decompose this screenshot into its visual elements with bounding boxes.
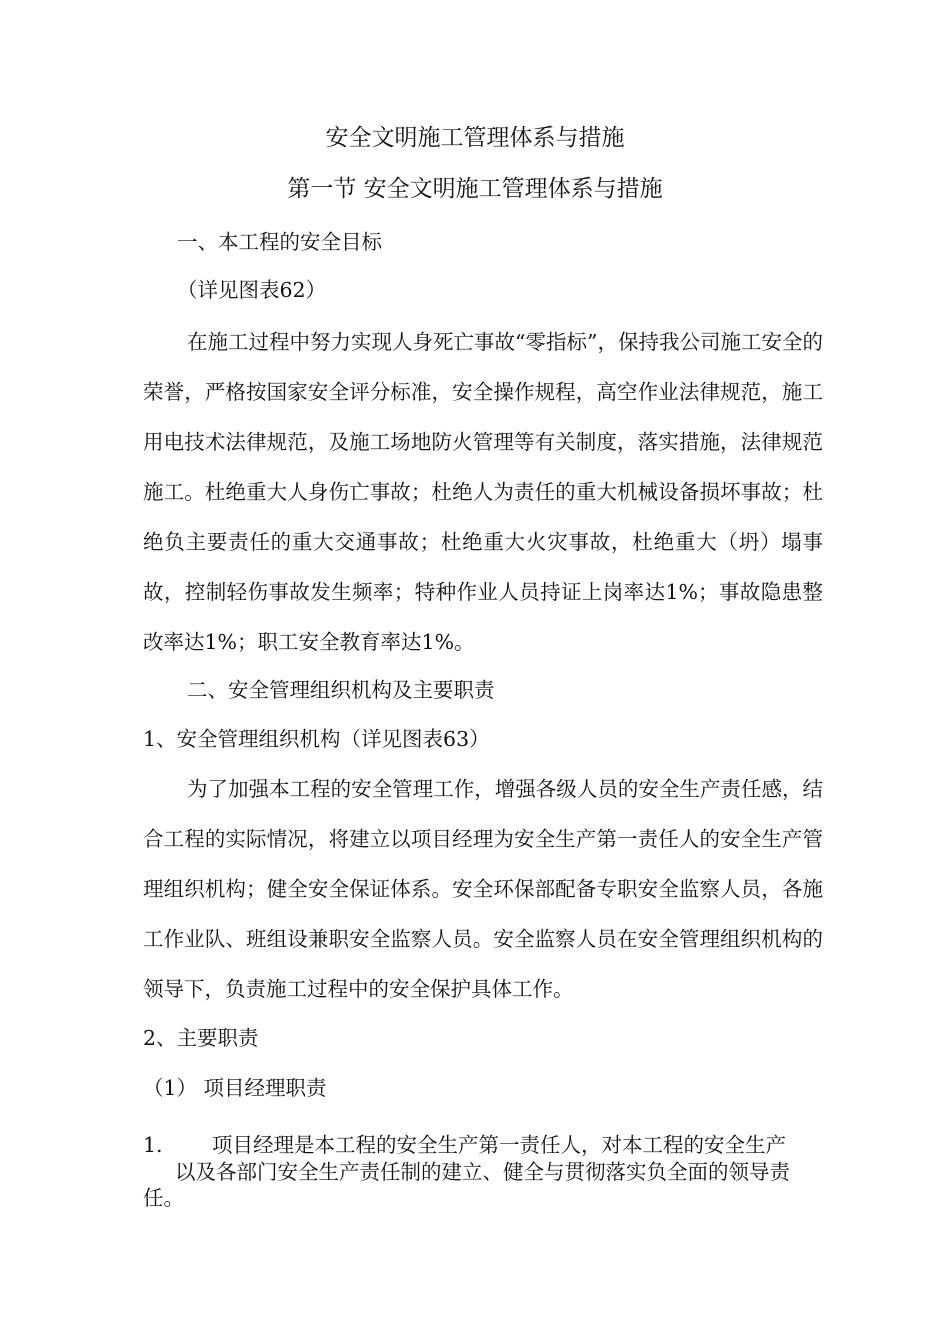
list-item-line: 项目经理是本工程的安全生产第一责任人，对本工程的安全生产 (212, 1133, 786, 1157)
paragraph-organization: 为了加强本工程的安全管理工作，增强各级人员的安全生产责任感，结合工程的实际情况，将建立以项目经理为安全生产第一责任人的安全生产管理组织机构；健全安全保证体系。安全环保部配备专职安全监察人员，各施工作业队、班组设兼职安全监察人员。安全监察人员在安全管理组织机构的领导下，负责施工过程中的安全保护具体工作。 (143, 777, 823, 1001)
heading-safety-goals: 一、本工程的安全目标 (177, 230, 382, 254)
subheading-project-manager-duties: （1） 项目经理职责 (143, 1076, 327, 1100)
section-title: 第一节 安全文明施工管理体系与措施 (287, 176, 663, 202)
subheading-organization-structure: 1、安全管理组织机构（详见图表63） (143, 727, 490, 751)
subheading-main-duties: 2、主要职责 (143, 1026, 259, 1050)
paragraph-safety-goals: 在施工过程中努力实现人身死亡事故“零指标”，保持我公司施工安全的荣誉，严格按国家安全评分标准，安全操作规程，高空作业法律规范，施工用电技术法律规范，及施工场地防火管理等有关制度，落实措施，法律规范施工。杜绝重大人身伤亡事故；杜绝人为责任的重大机械设备损坏事故；杜绝负主要责任的重大交通事故；杜绝重大火灾事故，杜绝重大（坍）塌事故，控制轻伤事故发生频率；特种作业人员持证上岗率达1%；事故隐患整改率达1%；职工安全教育率达1%。 (143, 330, 823, 654)
document-title: 安全文明施工管理体系与措施 (325, 125, 625, 151)
list-item-line: 任。 (143, 1186, 184, 1210)
figure-reference-62: （详见图表62） (177, 278, 327, 302)
list-item-line: 以及各部门安全生产责任制的建立、健全与贯彻落实负全面的领导责 (175, 1160, 790, 1184)
heading-organization: 二、安全管理组织机构及主要职责 (187, 678, 495, 702)
list-item-number: 1. (143, 1133, 163, 1157)
